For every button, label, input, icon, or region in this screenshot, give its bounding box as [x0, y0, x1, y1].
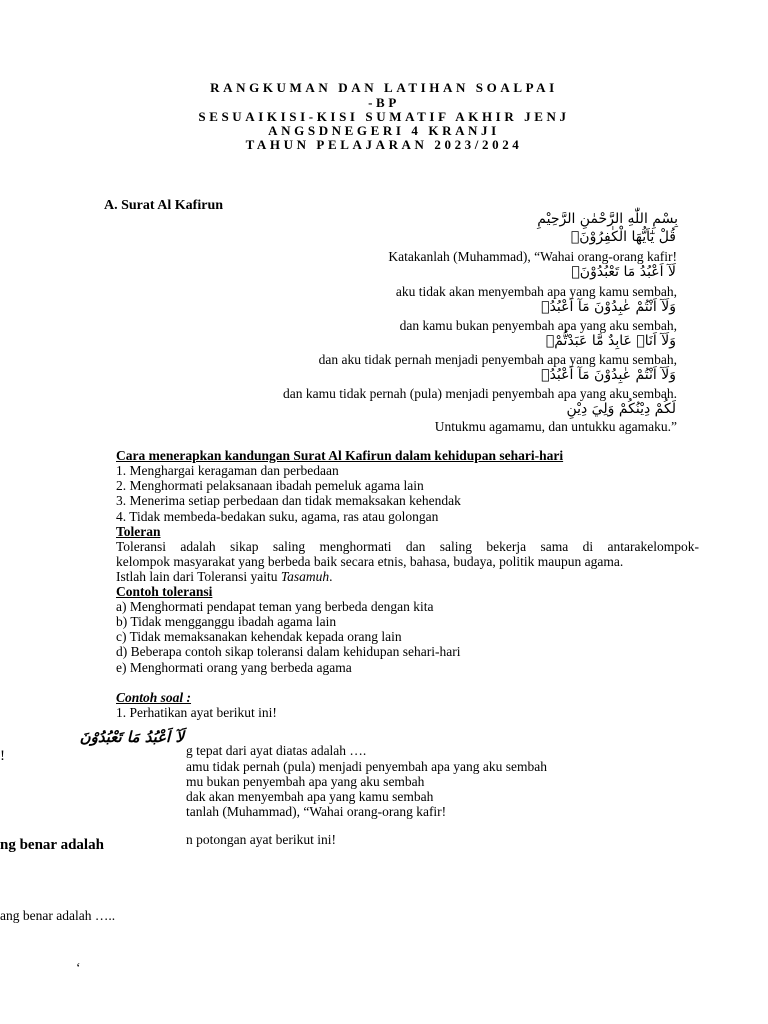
application-heading: Cara menerapkan kandungan Surat Al Kafirun dalam kehidupan sehari-hari	[116, 448, 564, 463]
overlay-fragment: ang benar adalah …..	[0, 908, 116, 923]
examples-heading: Contoh toleransi	[116, 584, 213, 599]
overlay-bold-clip	[0, 835, 170, 852]
toleran-paragraph-line-2: kelompok masyarakat yang berbeda baik secara etnis, bahasa, budaya, politik maupun agama.	[116, 554, 624, 569]
application-item-4: 4. Tidak membeda-bedakan suku, agama, ras atau golongan	[116, 509, 439, 524]
verse-5-translation: dan kamu tidak pernah (pula) menjadi penyembah apa yang aku sembah.	[283, 386, 677, 401]
application-item-1: 1. Menghargai keragaman dan perbedaan	[116, 463, 339, 478]
verse-5-arabic: وَلَآ اَنْتُمْ عٰبِدُوْنَ مَآ اَعْبُدُۗ	[541, 367, 676, 383]
left-edge-mark: !	[0, 748, 5, 764]
title-line-5: TAHUN PELAJARAN 2023/2024	[245, 137, 523, 152]
verse-2-translation: aku tidak akan menyembah apa yang kamu sembah,	[395, 284, 677, 299]
verse-4-arabic: وَلَآ اَنَا۠ عَابِدٌ مَّا عَبَدْتُّمْۙ	[545, 333, 676, 349]
alt-term: Tasamuh	[280, 569, 330, 584]
verse-6-arabic: لَكُمْ دِيْنُكُمْ وَلِيَ دِيْنِ	[566, 401, 676, 417]
bottom-mark: ‘	[76, 960, 81, 975]
alt-term-suffix: .	[329, 569, 333, 584]
example-item-b: b) Tidak mengganggu ibadah agama lain	[116, 614, 337, 629]
overlay-bold-fragment: ng benar adalah	[0, 837, 104, 852]
verse-1-translation: Katakanlah (Muhammad), “Wahai orang-orang kafir!	[388, 249, 677, 264]
question-1-option-c: dak akan menyembah apa yang kamu sembah	[186, 789, 434, 804]
application-item-2: 2. Menghormati pelaksanaan ibadah pemeluk agama lain	[116, 478, 424, 493]
alt-term-prefix: Istlah lain dari Toleransi yaitu	[116, 569, 281, 584]
example-item-c: c) Tidak memaksanakan kehendak kepada orang lain	[116, 629, 402, 644]
title-line-4: ANGSDNEGERI 4 KRANJI	[268, 123, 500, 138]
title-line-1: RANGKUMAN DAN LATIHAN SOALPAI	[210, 80, 558, 95]
verse-2-arabic: لَآ اَعْبُدُ مَا تَعْبُدُوْنَۙ	[571, 264, 676, 280]
toleran-alt-term-line	[116, 569, 333, 585]
verse-3-arabic: وَلَآ اَنْتُمْ عٰبِدُوْنَ مَآ اَعْبُدُۚ	[541, 299, 676, 315]
section-a-heading: A. Surat Al Kafirun	[104, 198, 224, 213]
question-1-calligraphy	[79, 727, 184, 749]
verse-4-translation: dan aku tidak pernah menjadi penyembah apa yang kamu sembah,	[318, 352, 677, 367]
question-1-prompt: g tepat dari ayat diatas adalah ….	[186, 743, 367, 758]
application-item-3: 3. Menerima setiap perbedaan dan tidak memaksakan kehendak	[116, 493, 461, 508]
question-2-fragment: n potongan ayat berikut ini!	[186, 832, 336, 847]
example-item-e: e) Menghormati orang yang berbeda agama	[116, 660, 352, 675]
title-line-3: SESUAIKISI-KISI SUMATIF AKHIR JENJ	[198, 109, 570, 124]
question-1-option-a: amu tidak pernah (pula) menjadi penyembah apa yang aku sembah	[186, 759, 547, 774]
verse-3-translation: dan kamu bukan penyembah apa yang aku sembah,	[399, 318, 677, 333]
question-1-arabic: لَآ اَعْبُدُ مَا تَعْبُدُوْنَ	[79, 728, 184, 746]
example-item-a: a) Menghormati pendapat teman yang berbeda dengan kita	[116, 599, 434, 614]
example-item-d: d) Beberapa contoh sikap toleransi dalam kehidupan sehari-hari	[116, 644, 461, 659]
toleran-heading: Toleran	[116, 524, 161, 539]
toleran-paragraph-line-1: Toleransi adalah sikap saling menghormati dan saling bekerja sama di antarakelompok-	[116, 539, 699, 554]
verse-1-arabic: قُلْ يٰٓاَيُّهَا الْكٰفِرُوْنَۙ	[570, 229, 676, 245]
question-1-option-b: mu bukan penyembah apa yang aku sembah	[186, 774, 425, 789]
verse-6-translation: Untukmu agamamu, dan untukku agamaku.”	[434, 419, 677, 434]
title-line-2: -BP	[368, 95, 400, 110]
questions-heading: Contoh soal :	[116, 690, 192, 705]
question-1: 1. Perhatikan ayat berikut ini!	[116, 705, 277, 720]
question-1-option-d: tanlah (Muhammad), “Wahai orang-orang kafir!	[186, 804, 447, 819]
verse-basmalah-arabic: بِسْمِ اللّٰهِ الرَّحْمٰنِ الرَّحِيْمِ	[537, 211, 678, 227]
question-1-options-clip	[186, 740, 606, 850]
